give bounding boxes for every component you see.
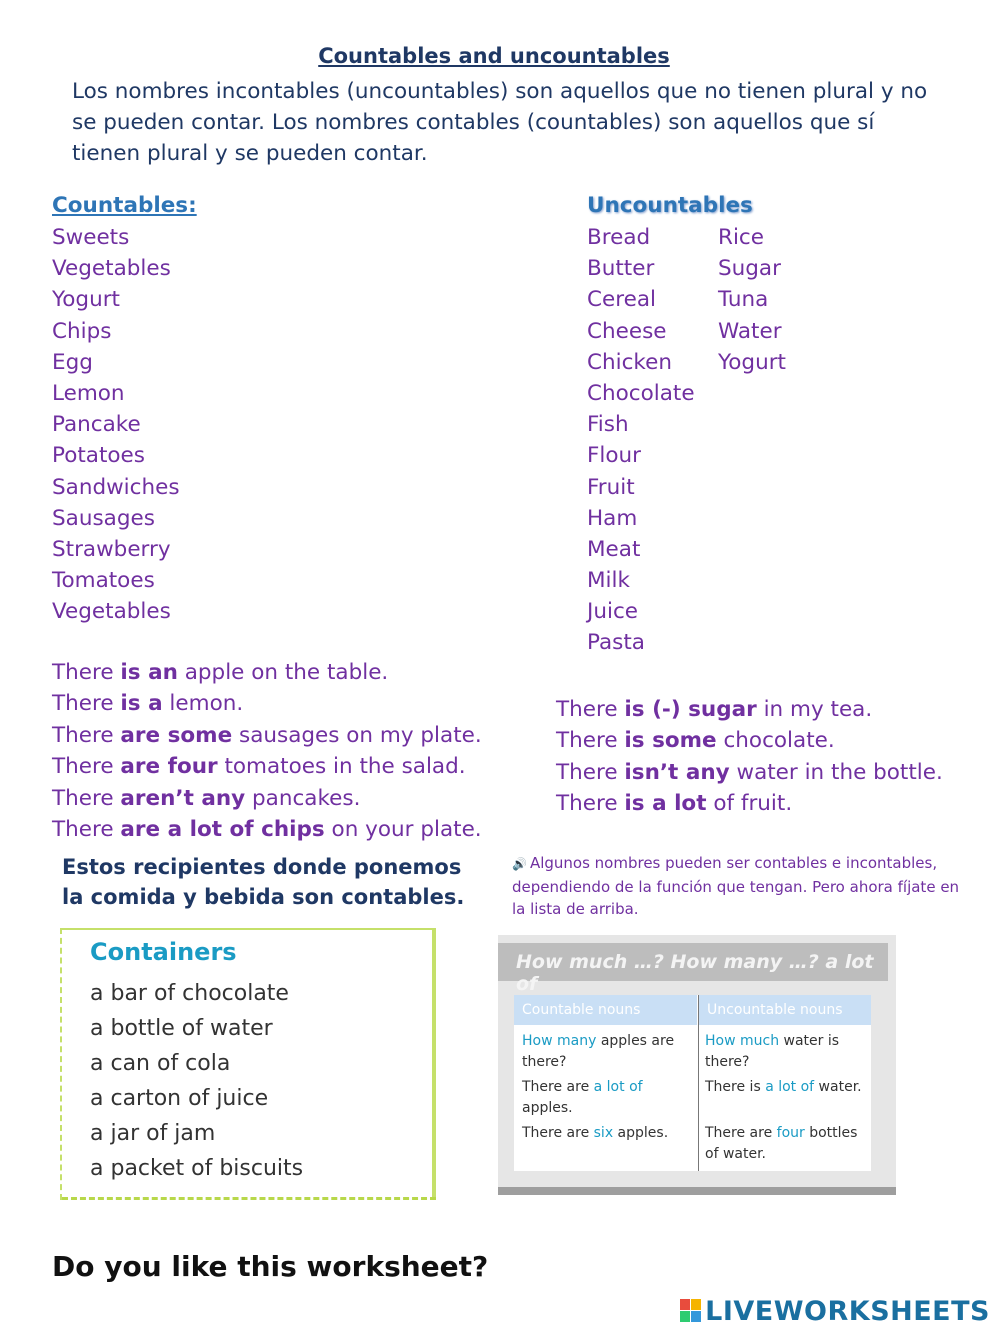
header-countable: Countable nouns [514,995,697,1025]
container-item: a bottle of water [90,1016,273,1041]
figure-shadow [498,1187,896,1195]
countable-sentence: There is an apple on the table. [52,660,389,685]
box-border-top [62,928,436,930]
sentence-keyword: are a lot of chips [120,817,325,843]
countable-word: Sweets [52,225,130,250]
sentence-keyword: aren’t any [120,785,246,811]
countable-sentence: There are a lot of chips on your plate. [52,817,482,843]
countable-cell: There are a lot of apples. [522,1079,643,1116]
side-note [512,852,962,921]
countable-cell: There are six apples. [522,1125,669,1141]
column-divider [698,995,699,1171]
container-item: a can of cola [90,1051,231,1076]
countable-word: Lemon [52,380,125,406]
uncountable-sentence: There isn’t any water in the bottle. [556,759,943,785]
countable-word: Pancake [52,412,141,438]
grammar-table [514,995,871,1171]
uncountable-word: Tuna [718,287,769,313]
table-title-bar [498,943,888,995]
countable-word: Strawberry [52,536,171,562]
countable-word: Vegetables [52,256,171,282]
countable-sentence: There aren’t any pancakes. [52,785,361,811]
uncountable-word: Ham [587,505,638,531]
uncountable-word: Juice [587,599,638,625]
box-border-left [60,928,62,1200]
uncountable-sentence: There is a lot of fruit. [556,791,793,817]
countables-heading: Countables: [52,193,197,218]
uncountable-word: Cereal [587,287,656,313]
logo-grid-icon [680,1299,702,1323]
countable-sentence: There are some sausages on my plate. [52,722,482,748]
sentence-keyword: is (-) sugar [624,697,757,722]
box-border-bottom [62,1197,436,1200]
sentence-keyword: is a [120,691,163,717]
container-item: a jar of jam [90,1121,216,1146]
sentence-keyword: isn’t any [624,759,730,785]
countable-sentence: There are four tomatoes in the salad. [52,754,466,780]
uncountables-list-2 [718,222,786,378]
countable-word: Sandwiches [52,474,180,500]
countable-cell: How many apples are there? [522,1033,675,1070]
uncountables-list-1 [587,222,695,659]
countable-word: Egg [52,349,93,375]
side-note-text: Algunos nombres pueden ser contables e incontables, dependiendo de la función que tengan. Pero ahora fíjate en la lista de arriba. [512,854,960,918]
countable-word: Potatoes [52,443,145,469]
sentence-keyword: is an [120,660,178,685]
highlight-text: How much [705,1033,780,1049]
uncountable-word: Flour [587,443,641,469]
highlight-text: a lot of [765,1079,815,1095]
sentence-keyword: is a lot [624,791,707,817]
countable-word: Vegetables [52,599,171,625]
countable-sentence: There is a lemon. [52,691,244,717]
highlight-text: four [776,1125,805,1141]
container-item: a bar of chocolate [90,981,289,1006]
header-uncountable: Uncountable nouns [699,995,871,1025]
highlight-text: How many [522,1033,597,1049]
sentence-keyword: is some [624,728,717,754]
uncountable-sentence: There is some chocolate. [556,728,835,754]
countable-word: Yogurt [52,287,120,313]
uncountable-word: Pasta [587,630,645,656]
uncountable-word: Fish [587,412,629,438]
worksheet-title: Countables and uncountables [318,44,670,68]
countable-word: Sausages [52,505,155,531]
uncountable-word: Cheese [587,318,667,344]
uncountable-word: Sugar [718,256,781,282]
liveworksheets-logo[interactable] [680,1296,990,1326]
uncountable-word: Chocolate [587,380,695,406]
countable-word: Tomatoes [52,568,155,594]
logo-text: LIVEWORKSHEETS [705,1295,990,1327]
intro-paragraph: Los nombres incontables (uncountables) son aquellos que no tienen plural y no se pueden contar. Los nombres contables (countables) son aquellos que sí tienen plural y se pueden contar. [72,79,928,166]
uncountables-heading: Uncountables [587,193,753,218]
highlight-text: a lot of [593,1079,643,1095]
uncountable-cell: How much water is there? [705,1033,840,1070]
uncountable-word: Yogurt [718,349,786,375]
containers-note: Estos recipientes donde ponemos la comida y bebida son contables. [62,855,465,909]
how-much-table-figure [498,935,896,1195]
uncountable-word: Fruit [587,474,635,500]
sentence-keyword: are four [120,754,218,780]
uncountable-cell: There is a lot of water. [705,1079,862,1095]
uncountable-word: Water [718,318,782,344]
uncountable-cell: There are four bottles of water. [705,1125,858,1162]
uncountable-word: Meat [587,536,641,562]
containers-box [60,928,440,1200]
speaker-icon: 🔊 [512,857,527,871]
uncountable-sentence: There is (-) sugar in my tea. [556,697,873,722]
countables-list [52,222,180,627]
container-item: a packet of biscuits [90,1156,304,1181]
sentence-keyword: are some [120,722,233,748]
uncountable-word: Chicken [587,349,672,375]
containers-list [90,976,303,1186]
table-title: How much …? How many …? a lot of [516,951,874,995]
worksheet-question: Do you like this worksheet? [52,1250,489,1283]
uncountable-word: Bread [587,225,651,250]
uncountable-word: Milk [587,568,630,594]
containers-title: Containers [90,938,237,966]
uncountable-word: Rice [718,225,764,250]
countable-word: Chips [52,318,112,344]
uncountable-word: Butter [587,256,655,282]
countable-sentences [52,657,482,845]
container-item: a carton of juice [90,1086,269,1111]
uncountable-sentences [556,694,943,820]
highlight-text: six [593,1125,614,1141]
box-border-right [432,928,436,1200]
